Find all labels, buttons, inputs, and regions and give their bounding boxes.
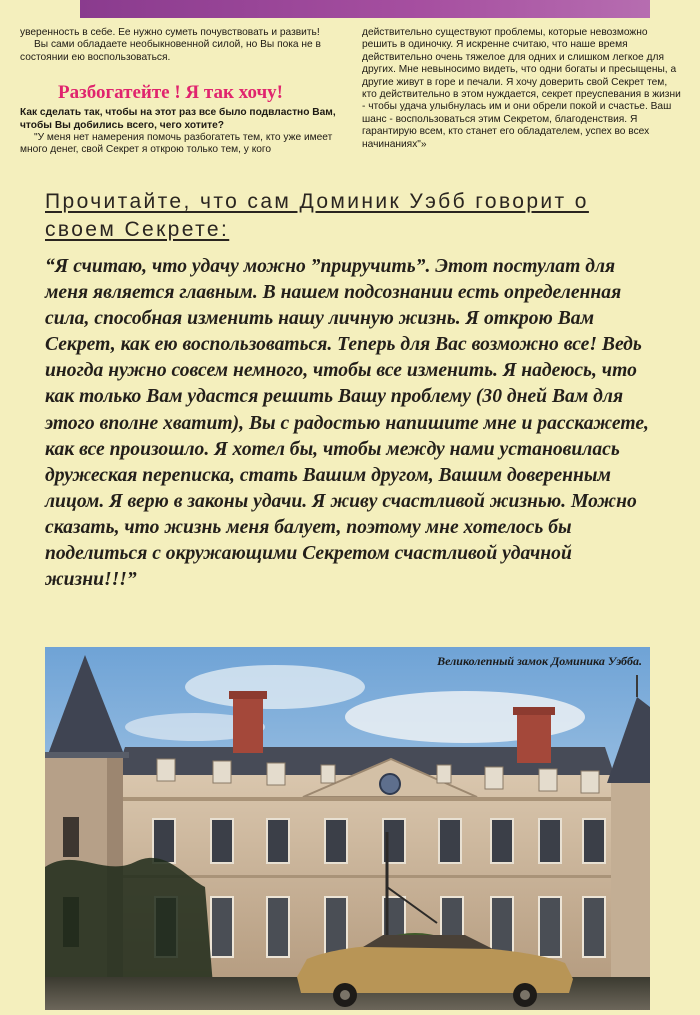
promo-text: "У меня нет намерения помочь разбогатеть тем, кто уже имеет много денег, свой Секрет я открою только тем, у кого (20, 132, 333, 156)
header-color-band (80, 0, 650, 18)
right-column (362, 27, 684, 151)
section-heading-text: Прочитайте, что сам Доминик Уэбб говорит о своем Секрете: (45, 190, 589, 241)
left-line-2: Вы сами обладаете необыкновенной силой, но Вы пока не в состоянии ею воспользоваться. (20, 39, 321, 63)
clock (380, 774, 400, 794)
chimney-left (233, 695, 263, 753)
castle-illustration (45, 647, 650, 1010)
promo-title: Разбогатейте ! Я так хочу! (58, 82, 283, 104)
right-tower (611, 777, 650, 1010)
left-column (20, 27, 338, 157)
chimney-right (517, 711, 551, 763)
right-column-text: действительно существуют проблемы, которые невозможно решить в одиночку. Я искренне считаю, что наше время действительно очень тяжелое для одних и слишком легкое для других. Мне невыносимо видеть, что одни богаты и пресыщены, а другие живут в горе и печали. Я хочу доверить свой Секрет тем, кто действительно в этом нуждается, секрет преуспевания в жизни - чтобы удача улыбнулась им и они обрели покой и счастье. Ваш шанс - воспользоваться этим Секретом, благоденствия. Я гарантирую всем, кто станет его обладателем, успех во всех начинаниях"» (362, 27, 681, 150)
castle-photo (45, 647, 650, 1010)
webb-quote: “Я считаю, что удачу можно ”приручить”. Этот постулат для меня является главным. В нашем подсознании есть определенная сила, способная изменить нашу личную жизнь. Я открою Вам Секрет, как ею воспользоваться. Теперь для Вас возможно все! Ведь иногда нужно совсем немного, чтобы все изменить. Я надеюсь, что как только Вам удастся решить Вашу проблему (30 дней Вам для этого вполне хватит), Вы с радостью напишите мне и расскажете, как все произошло. Я хотел бы, чтобы между нами установилась дружеская переписка, стать Вашим другом, Вашим доверенным лицом. Я верю в законы удачи. Я живу счастливой жизнью. Можно сказать, что жизнь меня балует, поэтому мне хотелось бы поделиться с окружающими Секретом счастливой удачной жизни!!!” (45, 256, 649, 591)
promo-question: Как сделать так, чтобы на этот раз все было подвластно Вам, чтобы Вы добились всего, чего хотите? (20, 107, 336, 131)
section-heading (45, 188, 665, 244)
photo-caption: Великолепный замок Доминика Уэбба. (437, 654, 642, 668)
left-line-1: уверенность в себе. Ее нужно суметь почувствовать и развить! (20, 27, 320, 38)
